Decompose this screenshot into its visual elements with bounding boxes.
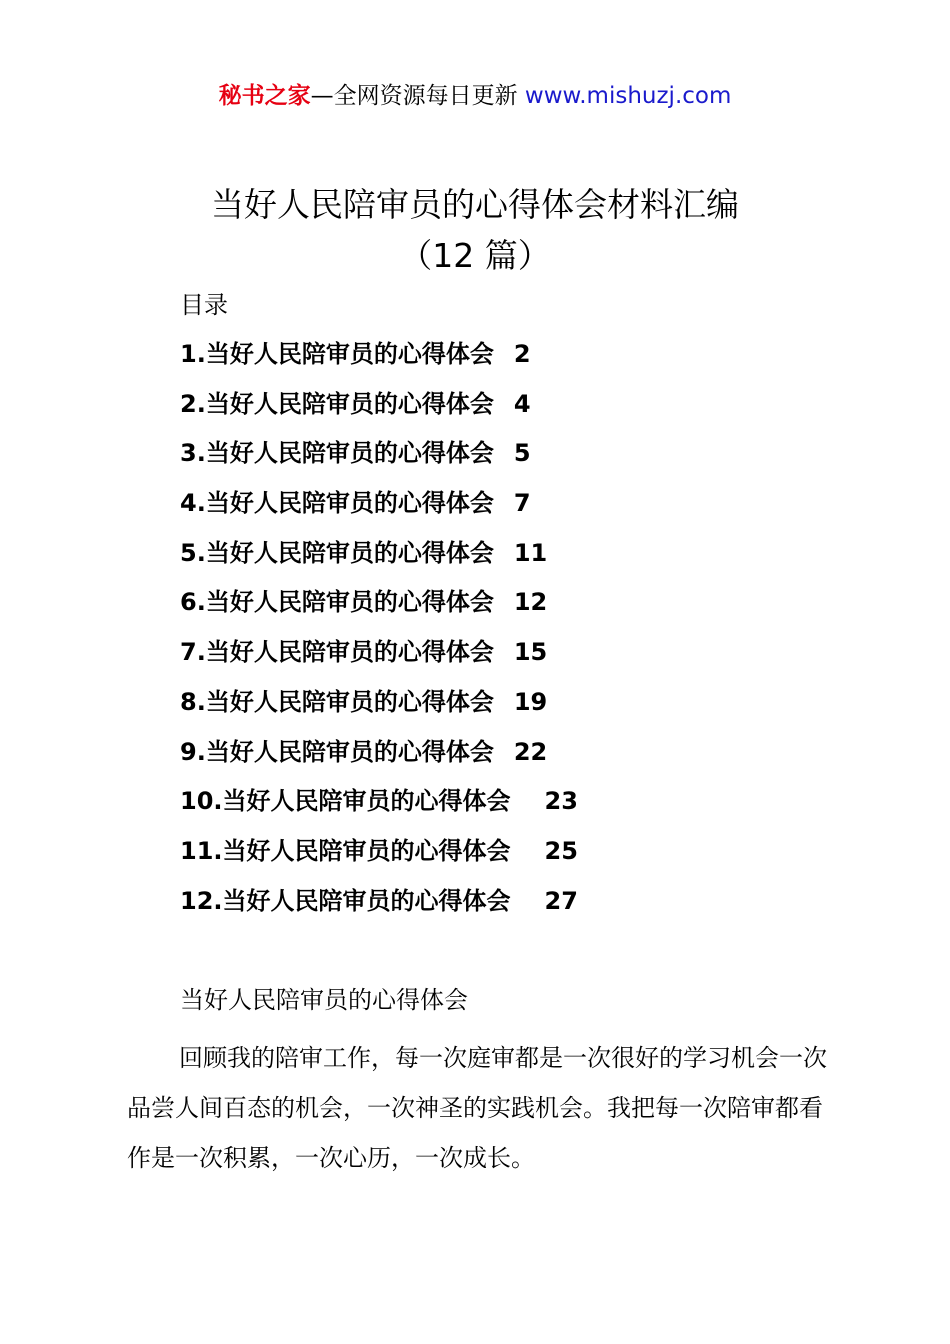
toc-entry[interactable] (180, 536, 578, 586)
toc-entry-page: 23 (544, 787, 578, 816)
toc-heading: 目录 (180, 291, 228, 319)
toc-entry-page: 2 (513, 340, 531, 368)
toc-entry-page: 22 (513, 737, 548, 766)
toc-entry-page: 12 (513, 588, 548, 617)
toc-entry[interactable] (180, 436, 578, 486)
header-tagline: —全网资源每日更新 (310, 83, 518, 109)
toc-entry-page: 25 (544, 836, 578, 865)
toc-entry-page: 11 (513, 538, 548, 567)
site-header (0, 80, 950, 112)
toc-entry-text: 11.当好人民陪审员的心得体会 (180, 836, 511, 865)
toc-entry-text: 6.当好人民陪审员的心得体会 (180, 588, 494, 617)
toc-entry-text: 5.当好人民陪审员的心得体会 (180, 538, 494, 567)
document-title-count: （12 篇） (399, 236, 551, 275)
toc-entry[interactable] (180, 685, 578, 735)
toc-entry-page: 4 (513, 389, 531, 418)
site-url-link[interactable]: www.mishuzj.com (524, 83, 732, 109)
toc-entry-page: 7 (513, 489, 531, 518)
toc-entry[interactable] (180, 585, 578, 635)
toc-entry-text: 8.当好人民陪审员的心得体会 (180, 687, 494, 716)
section-title: 当好人民陪审员的心得体会 (180, 986, 468, 1014)
document-title: 当好人民陪审员的心得体会材料汇编 (211, 185, 739, 224)
brand-name: 秘书之家 (218, 83, 311, 109)
toc-entry-text: 4.当好人民陪审员的心得体会 (180, 489, 494, 518)
table-of-contents (180, 337, 578, 933)
toc-entry-text: 10.当好人民陪审员的心得体会 (180, 787, 511, 816)
toc-entry-text: 3.当好人民陪审员的心得体会 (180, 439, 494, 468)
toc-entry-page: 19 (513, 687, 548, 716)
toc-entry-page: 27 (544, 886, 578, 915)
toc-entry-text: 9.当好人民陪审员的心得体会 (180, 737, 494, 766)
toc-entry-text: 1.当好人民陪审员的心得体会 (180, 340, 494, 368)
toc-entry[interactable] (180, 735, 578, 785)
body-paragraph: 回顾我的陪审工作，每一次庭审都是一次很好的学习机会一次品尝人间百态的机会，一次神圣的实践机会。我把每一次陪审都看作是一次积累，一次心历，一次成长。 (127, 1044, 827, 1172)
toc-entry-text: 2.当好人民陪审员的心得体会 (180, 389, 494, 418)
toc-entry-page: 15 (513, 638, 548, 667)
toc-entry[interactable] (180, 784, 578, 834)
toc-entry-text: 12.当好人民陪审员的心得体会 (180, 886, 511, 915)
toc-entry[interactable] (180, 486, 578, 536)
toc-entry-text: 7.当好人民陪审员的心得体会 (180, 638, 494, 667)
toc-entry-page: 5 (513, 439, 531, 468)
toc-entry[interactable] (180, 635, 578, 685)
toc-entry[interactable] (180, 337, 578, 387)
toc-entry[interactable] (180, 387, 578, 437)
toc-entry[interactable] (180, 834, 578, 884)
toc-entry[interactable] (180, 884, 578, 934)
